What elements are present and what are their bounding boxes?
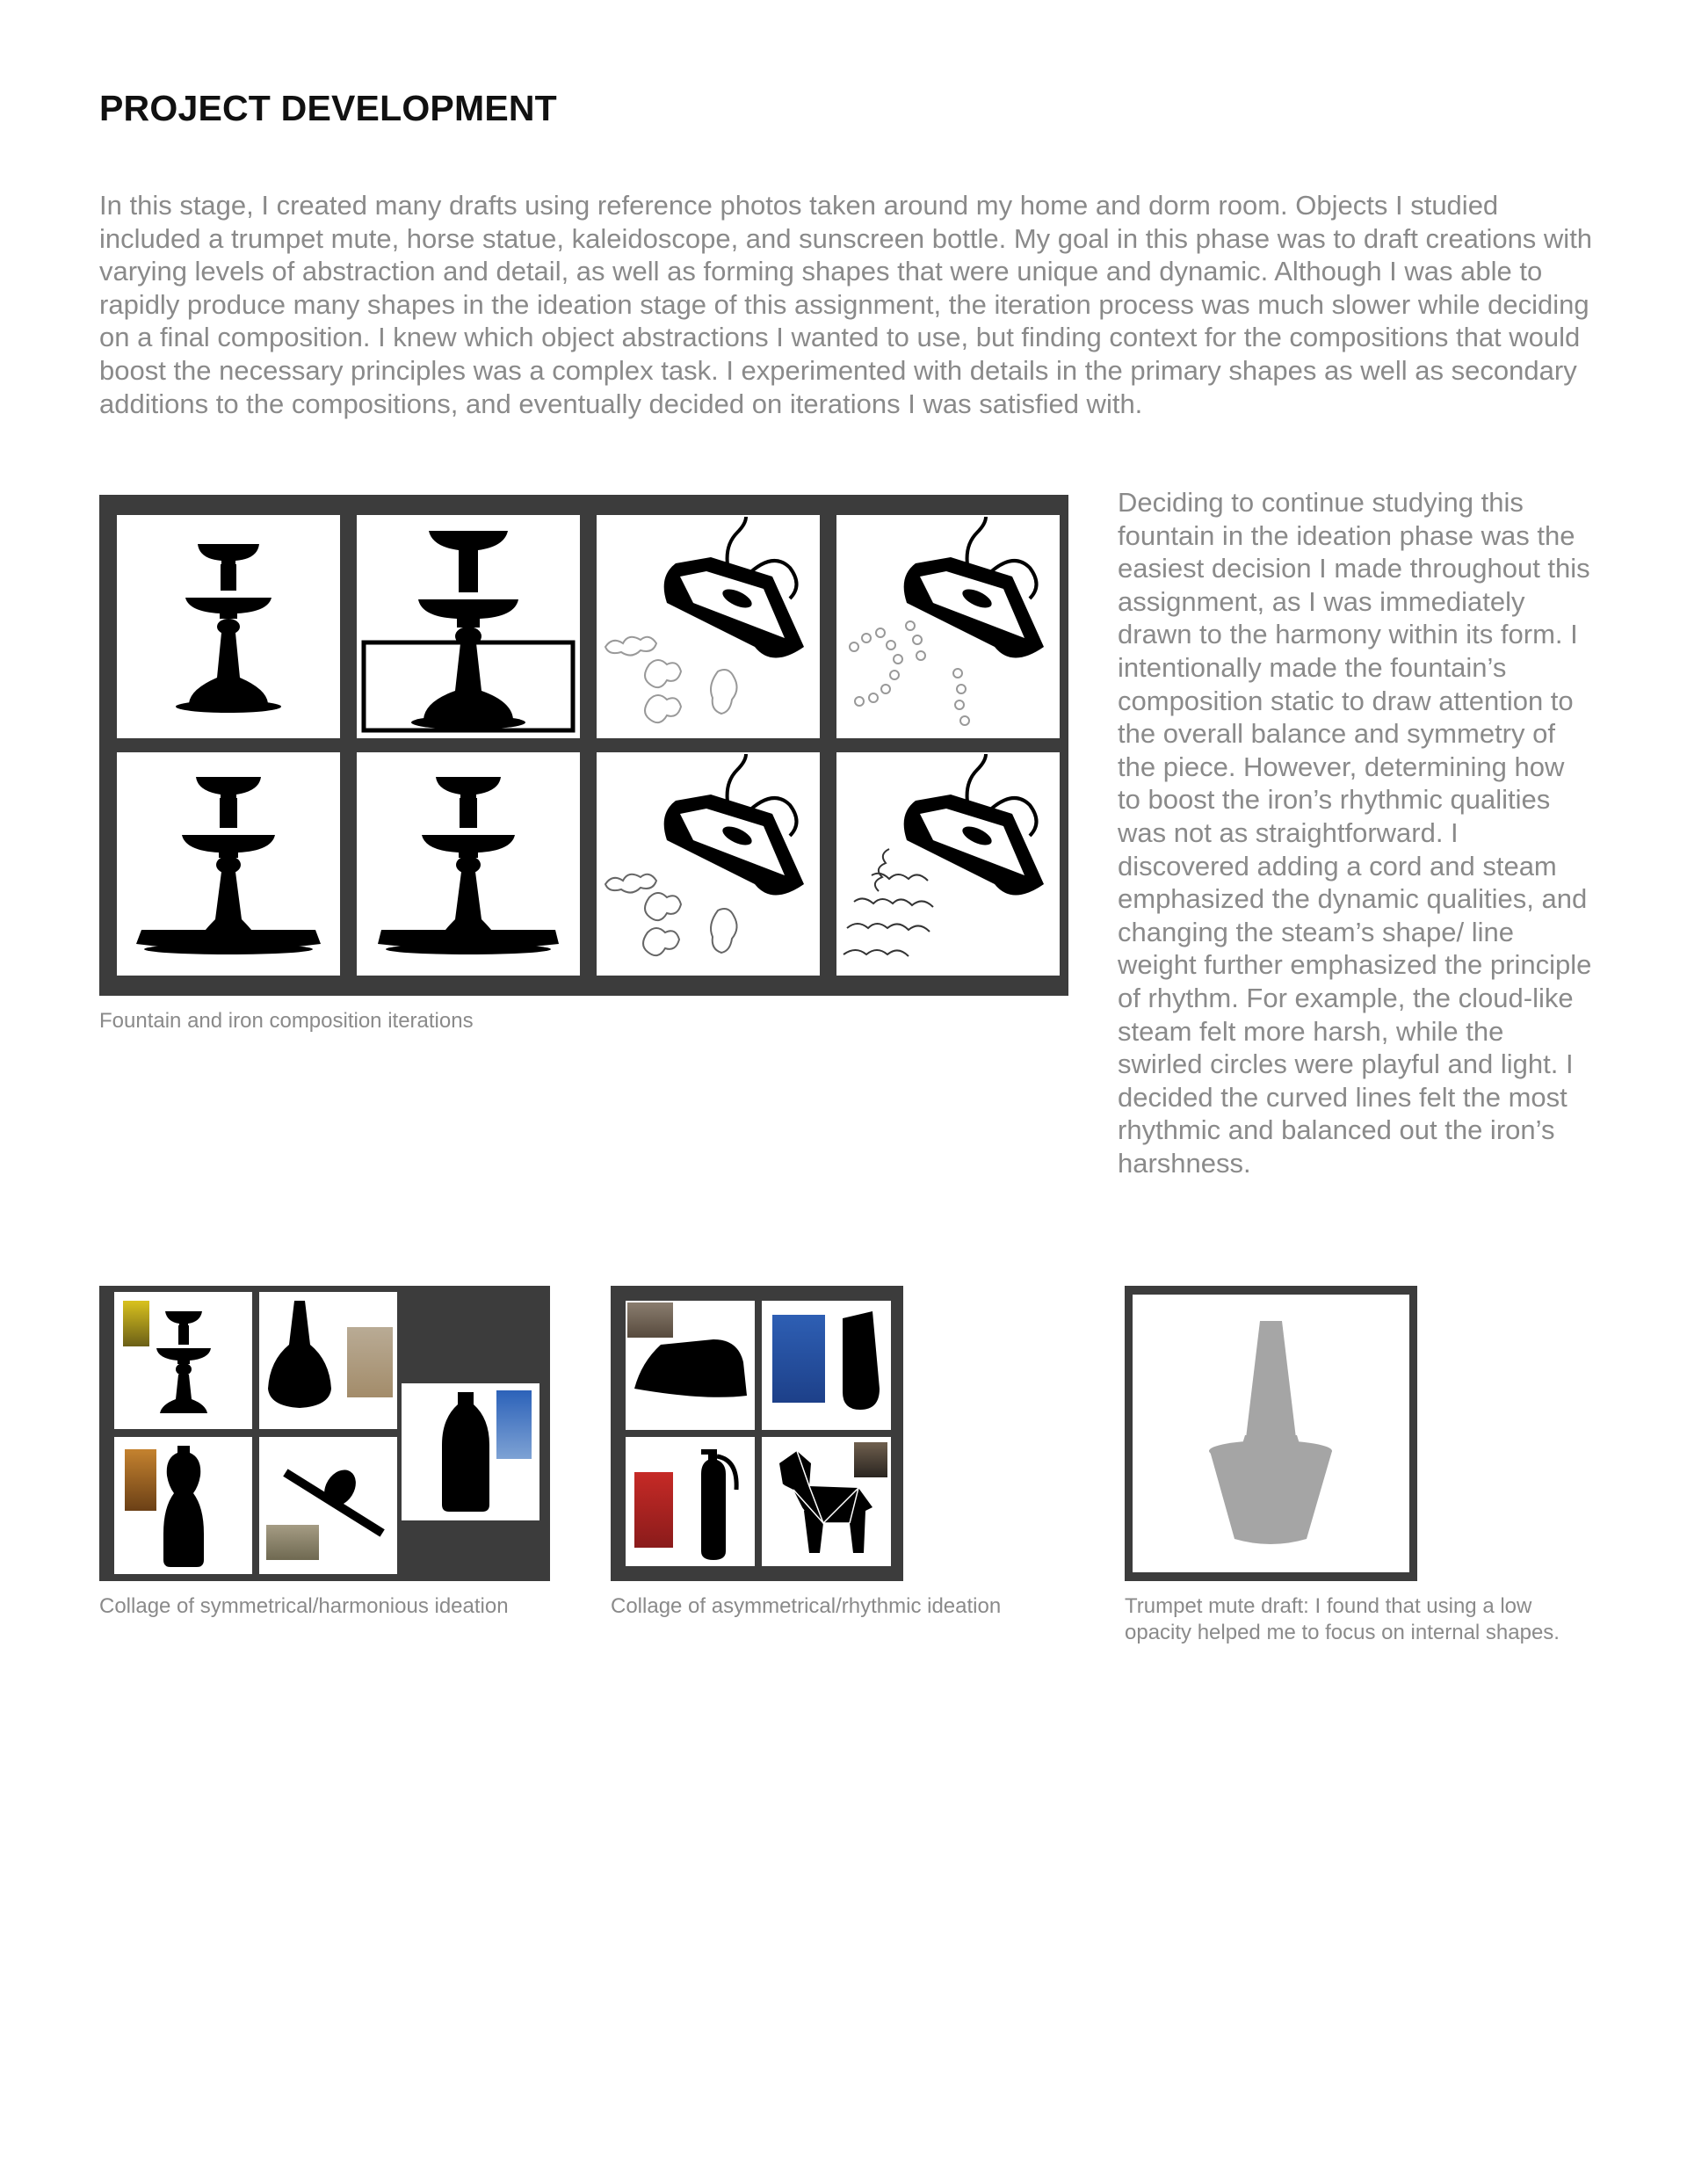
sunscreen-bottle-icon (762, 1301, 891, 1430)
kaleidoscope-icon (259, 1437, 397, 1574)
collage-tile-iron (626, 1301, 755, 1430)
fountain-icon (357, 515, 580, 738)
iron-iteration-curves (836, 752, 1060, 976)
iron-iteration-circles (836, 515, 1060, 738)
asymmetrical-caption: Collage of asymmetrical/rhythmic ideation (611, 1594, 1002, 1618)
collage-tile-horse (762, 1437, 891, 1566)
page-title: PROJECT DEVELOPMENT (99, 88, 557, 128)
symmetrical-caption: Collage of symmetrical/harmonious ideation (99, 1594, 509, 1618)
trumpet-caption: Trumpet mute draft: I found that using a low opacity helped me to focus on internal shapes. (1125, 1594, 1560, 1644)
bottle-icon (402, 1383, 539, 1520)
fountain-icon (114, 1292, 252, 1429)
iron-iteration-clouds-2 (597, 752, 820, 976)
collage-tile-fountain (114, 1292, 252, 1429)
symmetrical-collage (99, 1286, 550, 1581)
fountain-iteration-1 (117, 515, 340, 738)
fountain-iteration-4 (357, 752, 580, 976)
iron-icon (836, 515, 1060, 738)
trumpet-mute-icon (259, 1292, 397, 1429)
iron-icon (597, 515, 820, 738)
iterations-board (99, 495, 1068, 996)
fountain-icon (117, 752, 340, 976)
collage-tile-pepper-mill (114, 1437, 252, 1574)
iron-icon (626, 1301, 755, 1430)
fountain-iteration-3 (117, 752, 340, 976)
iron-icon (836, 752, 1060, 976)
horse-statue-icon (762, 1437, 891, 1566)
collage-tile-kaleidoscope (259, 1437, 397, 1574)
intro-paragraph: In this stage, I created many drafts using reference photos taken around my home and dorm room. Objects I studied included a trumpet mute, horse statue, kaleidoscope, and sunscreen bottle. My goal in this phase was to draft creations with varying levels of abstraction and detail, as well as forming shapes that were unique and dynamic. Although I was able to rapidly produce many shapes in the ideation stage of this assignment, the iteration process was much slower while deciding on a final composition. I knew which object abstractions I wanted to use, but finding context for the compositions that would boost the necessary principles was a complex task. I experimented with details in the primary shapes as well as secondary additions to the compositions, and eventually decided on iterations I was satisfied with. (99, 190, 1593, 419)
asymmetrical-collage (611, 1286, 903, 1581)
pepper-mill-icon (114, 1437, 252, 1574)
collage-tile-sunscreen (762, 1301, 891, 1430)
fountain-icon (117, 515, 340, 738)
collage-tile-bottle (402, 1383, 539, 1520)
iterations-caption: Fountain and iron composition iterations (99, 1009, 474, 1033)
side-paragraph: Deciding to continue studying this fountain in the ideation phase was the easiest decision I made throughout this assignment, as I was immediately drawn to the harmony within its form. I intentionally made the fountain’s composition static to draw attention to the overall balance and symmetry of the piece. However, determining how to boost the iron’s rhythmic qualities was not as straightforward. I discovered adding a cord and steam emphasized the dynamic qualities, and changing the steam’s shape/ line weight further emphasized the principle of rhythm. For example, the cloud-like steam felt more harsh, while the swirled circles were playful and light. I decided the curved lines felt the most rhythmic and balanced out the iron’s harshness. (1118, 487, 1592, 1179)
trumpet-mute-draft-frame (1125, 1286, 1417, 1581)
trumpet-mute-draft (1133, 1295, 1409, 1572)
fire-extinguisher-icon (626, 1437, 755, 1566)
iron-iteration-clouds (597, 515, 820, 738)
collage-tile-extinguisher (626, 1437, 755, 1566)
fountain-icon (357, 752, 580, 976)
iron-icon (597, 752, 820, 976)
trumpet-mute-icon (1133, 1295, 1409, 1572)
fountain-iteration-2 (357, 515, 580, 738)
collage-tile-trumpet-mute (259, 1292, 397, 1429)
